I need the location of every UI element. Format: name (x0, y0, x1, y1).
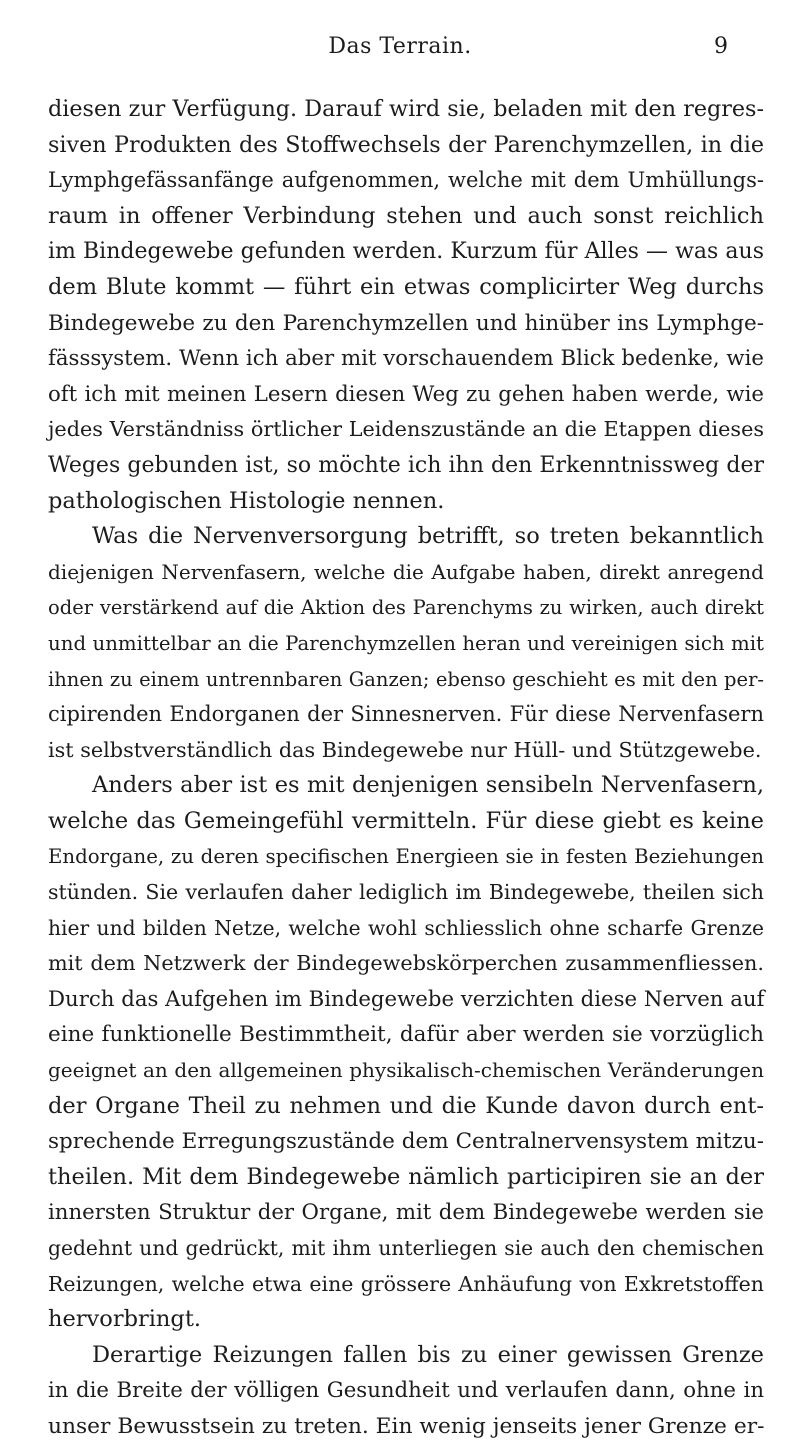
text-line: und unmittelbar an die Parenchymzellen heran und vereinigen sich mit (48, 631, 764, 655)
text-line: fässsystem. Wenn ich aber mit vorschauendem Blick bedenke, wie (48, 346, 764, 372)
text-line: hier und bilden Netze, welche wohl schliesslich ohne scharfe Grenze (48, 915, 764, 940)
text-line: ihnen zu einem untrennbaren Ganzen; ebenso geschieht es mit den per- (48, 667, 764, 691)
text-line: cipirenden Endorganen der Sinnesnerven. Für diese Nervenfasern (48, 702, 764, 727)
paragraph-end-line: pathologischen Histologie nennen. (48, 487, 445, 514)
text-line: dem Blute kommt — führt ein etwas complicirter Weg durchs (48, 273, 764, 300)
text-line: oder verstärkend auf die Aktion des Parenchyms zu wirken, auch direkt (48, 596, 764, 620)
text-line: mit dem Netzwerk der Bindegewebskörperchen zusammenfliessen. (48, 951, 764, 976)
text-line: siven Produkten des Stoffwechsels der Parenchymzellen, in die (48, 131, 764, 158)
paragraph-start-line: Was die Nervenversorgung betrifft, so treten bekanntlich (92, 523, 764, 550)
text-line: Endorgane, zu deren specifischen Energieen sie in festen Beziehungen (48, 845, 764, 869)
text-line: Lymphgefässanfänge aufgenommen, welche mit dem Umhüllungs- (48, 168, 764, 193)
text-line: jedes Verständniss örtlicher Leidenszustände an die Etappen dieses (48, 417, 764, 442)
body-text (48, 92, 764, 1445)
running-title: Das Terrain. (328, 34, 472, 59)
text-line: unser Bewusstsein zu treten. Ein wenig jenseits jener Grenze er- (48, 1413, 765, 1439)
text-line: Weges gebunden ist, so möchte ich ihn den Erkenntnissweg der (48, 452, 764, 478)
text-line: Durch das Aufgehen im Bindegewebe verzichten diese Nerven auf (48, 986, 765, 1012)
text-line: diesen zur Verfügung. Darauf wird sie, beladen mit den regres- (48, 96, 764, 122)
text-line: Reizungen, welche etwa eine grössere Anhäufung von Exkretstoffen (48, 1271, 764, 1296)
text-line: diejenigen Nervenfasern, welche die Aufgabe haben, direkt anregend (48, 559, 764, 584)
text-line: raum in offener Verbindung stehen und auch sonst reichlich (48, 202, 764, 229)
paragraph-end-line: ist selbstverständlich das Bindegewebe nur Hüll- und Stützgewebe. (48, 737, 762, 762)
text-line: innersten Struktur der Organe, mit dem Bindegewebe werden sie (48, 1200, 764, 1226)
page-number: 9 (714, 34, 728, 59)
text-line: geeignet an den allgemeinen physikalisch-chemischen Veränderungen (48, 1058, 764, 1083)
text-line: der Organe Theil zu nehmen und die Kunde davon durch ent- (48, 1092, 764, 1119)
text-line: stünden. Sie verlaufen daher lediglich im Bindegewebe, theilen sich (48, 880, 764, 905)
paragraph-start-line: Anders aber ist es mit denjenigen sensibeln Nervenfasern, (92, 772, 764, 799)
paragraph-start-line: Derartige Reizungen fallen bis zu einer gewissen Grenze (92, 1341, 764, 1368)
text-line: welche das Gemeingefühl vermitteln. Für diese giebt es keine (48, 807, 764, 834)
text-line: sprechende Erregungszustände dem Centralnervensystem mitzu- (48, 1129, 764, 1155)
text-line: Bindegewebe zu den Parenchymzellen und hinüber ins Lymphge- (48, 310, 764, 336)
text-line: im Bindegewebe gefunden werden. Kurzum für Alles — was aus (48, 239, 764, 265)
paragraph-end-line: hervorbringt. (48, 1306, 202, 1333)
text-line: gedehnt und gedrückt, mit ihm unterliegen sie auch den chemischen (48, 1236, 764, 1260)
text-line: in die Breite der völligen Gesundheit und verlaufen dann, ohne in (48, 1378, 764, 1404)
text-line: theilen. Mit dem Bindegewebe nämlich participiren sie an der (48, 1163, 764, 1190)
running-head (0, 34, 800, 74)
text-line: oft ich mit meinen Lesern diesen Weg zu gehen haben werde, wie (48, 381, 764, 407)
text-line: eine funktionelle Bestimmtheit, dafür aber werden sie vorzüglich (48, 1022, 764, 1048)
